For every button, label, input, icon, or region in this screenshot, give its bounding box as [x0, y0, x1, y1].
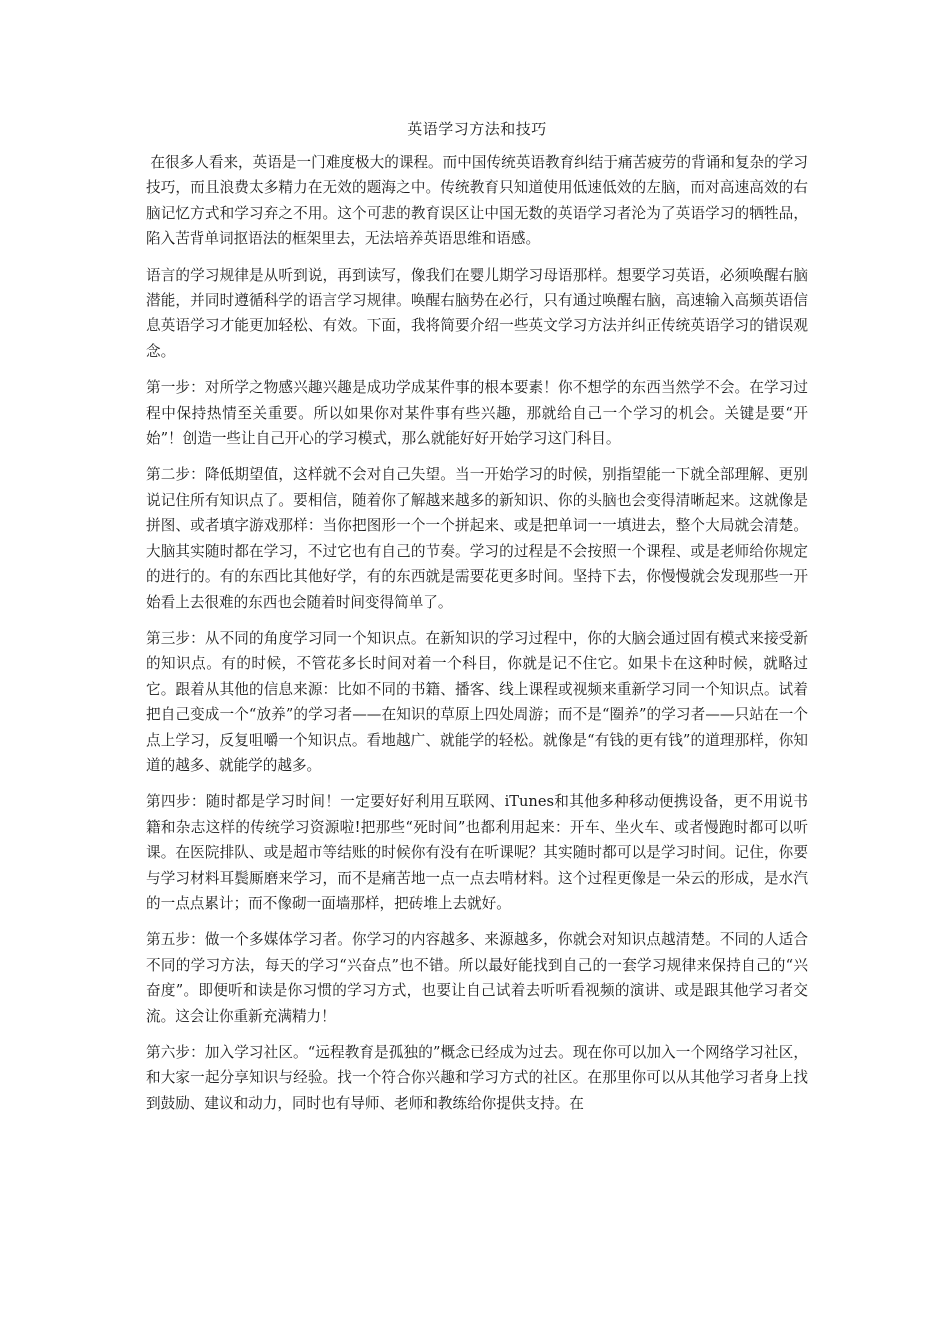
paragraph-learning-rules: 语言的学习规律是从听到说，再到读写，像我们在婴儿期学习母语那样。想要学习英语，必须唤醒右脑潜能，并同时遵循科学的语言学习规律。唤醒右脑势在必行，只有通过唤醒右脑，高速输入高频英语信息英语学习才能更加轻松、有效。下面，我将简要介绍一些英文学习方法并纠正传统英语学习的错误观念。: [146, 266, 808, 360]
paragraph-step-5: 第五步：做一个多媒体学习者。你学习的内容越多、来源越多，你就会对知识点越清楚。不同的人适合不同的学习方法，每天的学习“兴奋点”也不错。所以最好能找到自己的一套学习规律来保持自己的“兴奋度”。即便听和读是你习惯的学习方式，也要让自己试着去听听看视频的演讲、或是跟其他学习者交流。这会让你重新充满精力！: [146, 931, 808, 1025]
document-page: [146, 118, 808, 1127]
paragraph-step-3: 第三步：从不同的角度学习同一个知识点。在新知识的学习过程中，你的大脑会通过固有模式来接受新的知识点。有的时候，不管花多长时间对着一个科目，你就是记不住它。如果卡在这种时候，就略过它。跟着从其他的信息来源：比如不同的书籍、播客、线上课程或视频来重新学习同一个知识点。试着把自己变成一个“放养”的学习者——在知识的草原上四处周游；而不是“圈养”的学习者——只站在一个点上学习，反复咀嚼一个知识点。看地越广、就能学的轻松。就像是“有钱的更有钱”的道理那样，你知道的越多、就能学的越多。: [146, 629, 808, 774]
paragraph-step-4: 第四步：随时都是学习时间！一定要好好利用互联网、iTunes和其他多种移动便携设备，更不用说书籍和杂志这样的传统学习资源啦!把那些“死时间”也都利用起来：开车、坐火车、或者慢跑时都可以听课。在医院排队、或是超市等结账的时候你有没有在听课呢？其实随时都可以是学习时间。记住，你要与学习材料耳鬓厮磨来学习，而不是痛苦地一点一点去啃材料。这个过程更像是一朵云的形成，是水汽的一点点累计；而不像砌一面墙那样，把砖堆上去就好。: [146, 793, 808, 912]
paragraph-step-2: 第二步：降低期望值，这样就不会对自己失望。当一开始学习的时候，别指望能一下就全部理解、更别说记住所有知识点了。要相信，随着你了解越来越多的新知识、你的头脑也会变得清晰起来。这就像是拼图、或者填字游戏那样：当你把图形一个一个拼起来、或是把单词一一填进去，整个大局就会清楚。大脑其实随时都在学习，不过它也有自己的节奏。学习的过程是不会按照一个课程、或是老师给你规定的进行的。有的东西比其他好学，有的东西就是需要花更多时间。坚持下去，你慢慢就会发现那些一开始看上去很难的东西也会随着时间变得简单了。: [146, 466, 808, 611]
paragraph-intro: 在很多人看来，英语是一门难度极大的课程。而中国传统英语教育纠结于痛苦疲劳的背诵和复杂的学习技巧，而且浪费太多精力在无效的题海之中。传统教育只知道使用低速低效的左脑，而对高速高效的右脑记忆方式和学习弃之不用。这个可悲的教育误区让中国无数的英语学习者沦为了英语学习的牺牲品，陷入苦背单词抠语法的框架里去，无法培养英语思维和语感。: [146, 154, 808, 248]
document-title: 英语学习方法和技巧: [407, 120, 547, 138]
paragraph-step-1: 第一步：对所学之物感兴趣兴趣是成功学成某件事的根本要素！你不想学的东西当然学不会。在学习过程中保持热情至关重要。所以如果你对某件事有些兴趣，那就给自己一个学习的机会。关键是要“开始”！创造一些让自己开心的学习模式，那么就能好好开始学习这门科目。: [146, 379, 808, 448]
paragraph-step-6: 第六步：加入学习社区。“远程教育是孤独的”概念已经成为过去。现在你可以加入一个网络学习社区，和大家一起分享知识与经验。找一个符合你兴趣和学习方式的社区。在那里你可以从其他学习者身上找到鼓励、建议和动力，同时也有导师、老师和教练给你提供支持。在: [146, 1044, 808, 1112]
